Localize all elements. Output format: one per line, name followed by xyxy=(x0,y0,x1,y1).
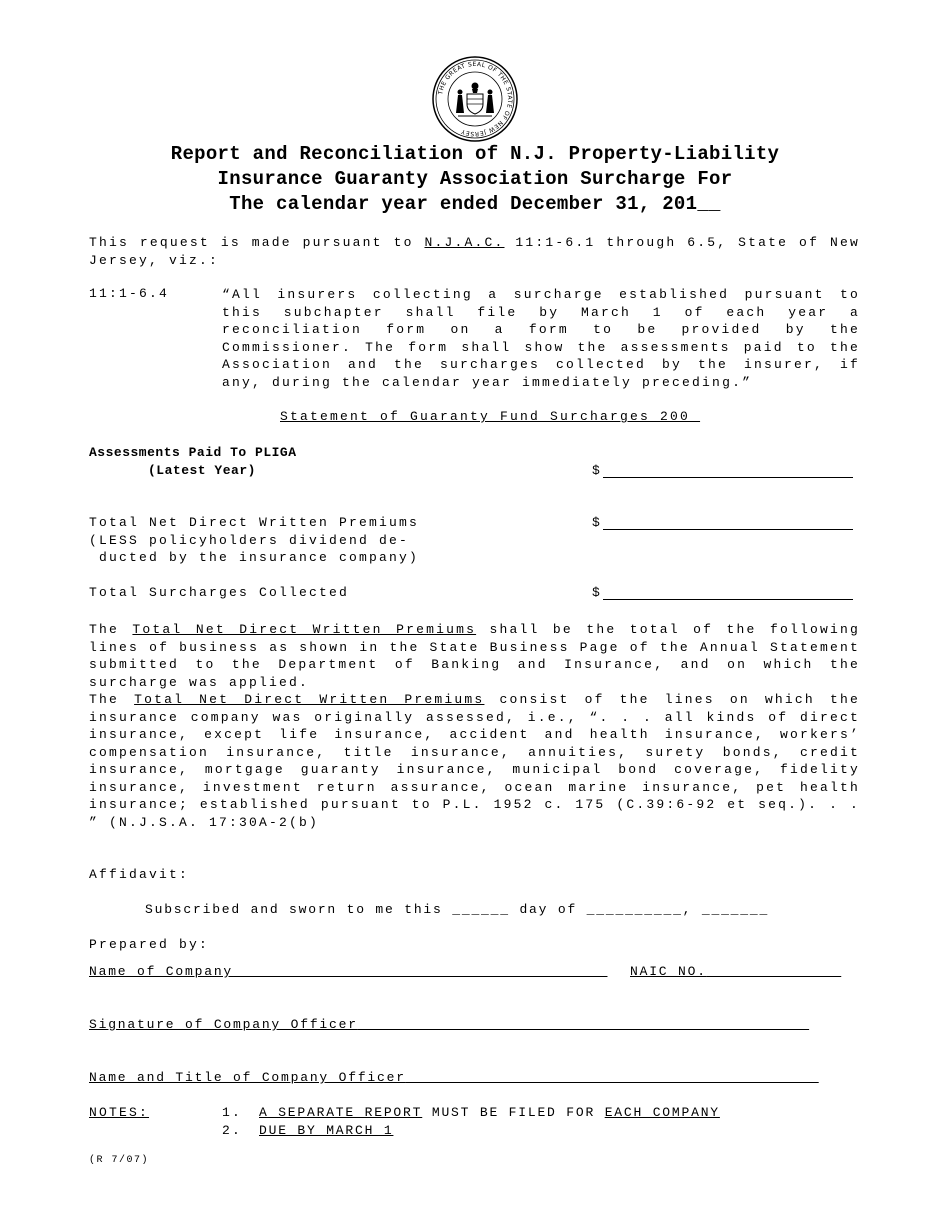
surcharges-label: Total Surcharges Collected xyxy=(89,585,350,600)
title-line-3: The calendar year ended December 31, 201__ xyxy=(229,193,721,215)
premiums-sublabel-2: ducted by the insurance company) xyxy=(89,550,420,565)
assessments-currency: $ xyxy=(592,463,603,478)
intro-suffix: 11:1-6.1 through 6.5, State of New Jersey, viz.: xyxy=(89,235,860,268)
notes-label: NOTES: xyxy=(89,1105,150,1120)
sworn-line[interactable]: Subscribed and sworn to me this ______ day of __________, _______ xyxy=(145,902,770,917)
premiums-amount-field[interactable] xyxy=(603,517,853,530)
para2-term: Total Net Direct Written Premiums xyxy=(134,692,485,707)
company-name-row xyxy=(89,964,607,979)
seal-emblem-icon xyxy=(432,56,518,142)
para2-rest: consist of the lines on which the insurance company was originally assessed, i.e., “. . . all kinds of direct insurance, except life insurance, accident and health insurance, workers’ compensation insurance, title insurance, annuities, surety bonds, credit insurance, mortgage guaranty insurance, municipal bond coverage, fidelity insurance, investment return assurance, ocean marine insurance, pet health insurance; established pursuant to P.L. 1952 c. 175 (C.39:6-92 et seq.). . . ” (N.J.S.A. 17:30A-2(b) xyxy=(89,692,860,830)
officer-title-field[interactable]: ___________________________________________ xyxy=(405,1070,819,1085)
officer-title-row xyxy=(89,1070,819,1085)
signature-label: Signature of Company Officer xyxy=(89,1017,358,1032)
statement-heading: Statement of Guaranty Fund Surcharges 200_ xyxy=(280,409,701,424)
para1-term: Total Net Direct Written Premiums xyxy=(132,622,477,637)
note-1-part-b: MUST BE FILED FOR xyxy=(431,1105,596,1120)
surcharges-amount-field[interactable] xyxy=(603,587,853,600)
title-line-1: Report and Reconciliation of N.J. Property-Liability xyxy=(170,143,780,165)
prepared-by-label: Prepared by: xyxy=(89,937,210,952)
company-name-field[interactable]: _______________________________________ xyxy=(233,964,608,979)
seal-ring-text: THE GREAT SEAL OF THE STATE OF NEW JERSEY xyxy=(437,60,514,138)
intro-citation: N.J.A.C. xyxy=(424,235,505,250)
naic-row xyxy=(630,964,841,979)
note-2-number: 2. xyxy=(222,1123,243,1138)
note-1 xyxy=(259,1105,720,1120)
company-name-label: Name of Company xyxy=(89,964,234,979)
page-title xyxy=(0,142,950,217)
affidavit-label: Affidavit: xyxy=(89,867,190,882)
premiums-sublabel-1: (LESS policyholders dividend de- xyxy=(89,533,410,548)
para1-lead: The xyxy=(89,622,120,637)
premiums-currency: $ xyxy=(592,515,603,530)
intro-paragraph xyxy=(89,234,860,269)
naic-field[interactable]: ______________ xyxy=(706,964,842,979)
para1-rest: shall be the total of the following lines of business as shown in the State Business Page of the Annual Statement submitted to the Department of Banking and Insurance, and on which the surcharge was applied. xyxy=(89,622,860,690)
intro-prefix: This request is made pursuant to xyxy=(89,235,414,250)
assessments-amount-field[interactable] xyxy=(603,465,853,478)
note-2: DUE BY MARCH 1 xyxy=(259,1123,394,1138)
revision-code: (R 7/07) xyxy=(89,1155,150,1166)
regulation-text: “All insurers collecting a surcharge established pursuant to this subchapter shall file by March 1 of each year a reconciliation form on a form to be provided by the Commissioner. The form shall show the assessments paid to the Association and the surcharges collected by the insurer, if any, during the calendar year immediately preceding.” xyxy=(222,287,860,390)
premiums-lines-paragraph xyxy=(89,691,860,831)
note-1-part-a: A SEPARATE REPORT xyxy=(259,1105,423,1120)
note-1-part-c: EACH COMPANY xyxy=(604,1105,720,1120)
assessments-sublabel: (Latest Year) xyxy=(148,463,256,478)
note-1-number: 1. xyxy=(222,1105,243,1120)
signature-field[interactable]: _______________________________________________ xyxy=(357,1017,810,1032)
title-line-2: Insurance Guaranty Association Surcharge For xyxy=(217,168,733,190)
premiums-definition-paragraph xyxy=(89,621,860,691)
signature-row xyxy=(89,1017,809,1032)
premiums-label: Total Net Direct Written Premiums xyxy=(89,515,420,530)
naic-label: NAIC NO. xyxy=(630,964,707,979)
surcharges-currency: $ xyxy=(592,585,603,600)
assessments-label: Assessments Paid To PLIGA xyxy=(89,445,297,460)
officer-title-label: Name and Title of Company Officer xyxy=(89,1070,406,1085)
para2-lead: The xyxy=(89,692,120,707)
state-seal xyxy=(432,56,518,142)
regulation-number: 11:1-6.4 xyxy=(89,286,170,301)
